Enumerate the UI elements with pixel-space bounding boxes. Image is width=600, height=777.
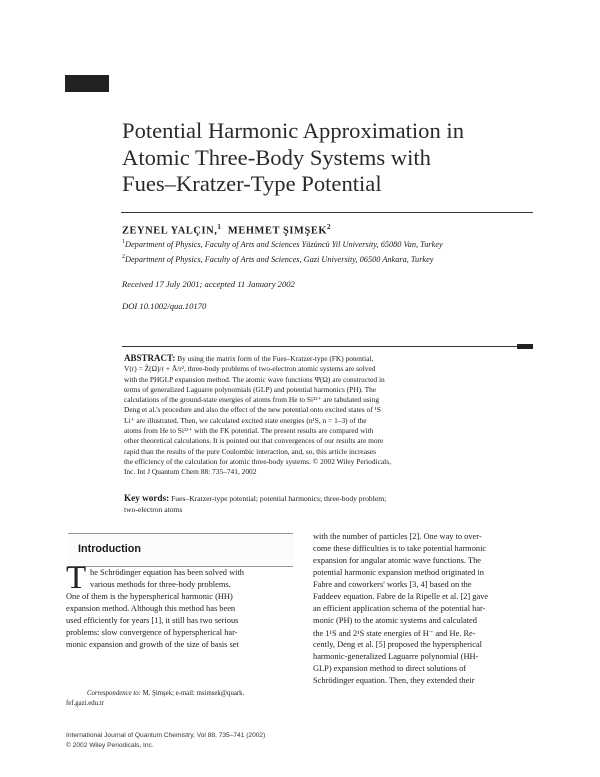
title-divider	[121, 212, 533, 213]
copyright-notice: © 2002 Wiley Periodicals, Inc.	[66, 742, 154, 749]
body-line: he Schrödinger equation has been solved with	[90, 568, 244, 577]
abstract-line: atoms from He to Si¹²⁺ with the FK potential. The present results are compared with	[124, 426, 374, 436]
section-tab-marker	[65, 75, 109, 92]
abstract-line: rapid than the results of the pure Coulombic interaction, and, so, this article increases	[124, 446, 377, 456]
keywords-block	[124, 493, 386, 515]
body-line: with the number of particles [2]. One way to over-	[313, 532, 482, 541]
affiliation-marker: 2	[122, 254, 125, 260]
drop-cap: T	[66, 560, 87, 596]
body-line: Schrödinger equation. Then, they extended their	[313, 676, 475, 685]
body-line: expansion for angular atomic wave functions. The	[313, 556, 481, 565]
doi-link[interactable]: DOI 10.1002/qua.10170	[122, 301, 207, 311]
body-line: used efficiently for years [1], it still has two serious	[66, 616, 239, 625]
body-line: an efficient application schema of the potential har-	[313, 604, 486, 613]
body-line: potential harmonic expansion method originated in	[313, 568, 484, 577]
affiliation-marker: 1	[122, 239, 125, 245]
body-line: come these difficulties is to take potential harmonic	[313, 544, 487, 553]
body-line: various methods for three-body problems.	[90, 580, 231, 589]
abstract-line: other theoretical calculations. It is pointed out that convergences of our results are more	[124, 436, 384, 446]
author-affil-marker: 2	[327, 223, 332, 231]
abstract-line: Li⁺ are illustrated. Then, we calculated excited state energies (n¹S, n = 1–3) of the	[124, 415, 367, 425]
abstract-block	[124, 353, 534, 478]
footnote-label: Correspondence to:	[87, 690, 141, 697]
body-line: Faddeev equation. Fabre de la Ripelle et al. [2] gave	[313, 592, 489, 601]
body-line: monic (PH) to the atomic systems and calculated	[313, 616, 477, 625]
abstract-line: calculations of the ground-state energies of atoms from He to Si¹²⁺ are tabulated using	[124, 395, 380, 405]
body-line: GLP) expansion method to direct solutions of	[313, 664, 467, 673]
abstract-line: V(r) = Z̃(Ω)/r + Ã/r², three-body problems of two-electron atomic systems are solved	[124, 364, 376, 374]
body-line: expansion method. Although this method has been	[66, 604, 236, 613]
footnote-email-continued: fef.gazi.edu.tr	[66, 700, 104, 707]
section-heading: Introduction	[78, 543, 141, 555]
body-line: cently, Deng et al. [5] proposed the hyperspherical	[313, 640, 482, 649]
correspondence-footnote	[87, 689, 244, 699]
keywords-line: two-electron atoms	[124, 505, 183, 514]
title-line: Atomic Three-Body Systems with	[122, 144, 431, 170]
keywords-label: Key words:	[124, 493, 170, 503]
author-list	[122, 223, 331, 236]
body-line: problems: slow convergence of hyperspherical har-	[66, 628, 238, 637]
keywords-line	[124, 493, 386, 504]
body-line: monic expansion and growth of the size of basis set	[66, 640, 239, 649]
affiliation-text: Department of Physics, Faculty of Arts and Sciences, Gazi University, 06500 Ankara, Turkey	[125, 254, 434, 264]
abstract-line	[124, 353, 534, 364]
affiliation	[122, 254, 433, 264]
title-line: Potential Harmonic Approximation in	[122, 118, 464, 143]
body-line: Fabre and coworkers' works [3, 4] based on the	[313, 580, 472, 589]
abstract-divider-marker	[517, 344, 533, 349]
abstract-line: Deng et al.'s procedure and also the effect of the new potential onto excited states of ¹S	[124, 405, 381, 415]
abstract-line: Inc. Int J Quantum Chem 88: 735–741, 2002	[124, 467, 257, 477]
keywords-text: Fues–Kratzer-type potential; potential harmonics; three-body problem;	[171, 494, 387, 503]
body-line: the 1¹S and 2¹S state energies of H⁻ and He. Re-	[313, 629, 476, 638]
affiliation-text: Department of Physics, Faculty of Arts and Sciences Yüzüncü Yil University, 65080 Van, Turkey	[125, 239, 443, 249]
body-line: One of them is the hyperspherical harmonic (HH)	[66, 592, 233, 601]
author-affil-marker: 1	[217, 223, 222, 231]
abstract-line: the efficiency of the calculation for atomic three-body systems. © 2002 Wiley Periodicals,	[124, 456, 391, 466]
body-line: harmonic-generalized Laguarre polynomial (HH-	[313, 652, 479, 661]
abstract-line: with the PHGLP expansion method. The atomic wave functions Ψ(Ω) are constructed in	[124, 374, 385, 384]
author-name: MEHMET ŞIMŞEK	[227, 225, 328, 237]
affiliation	[122, 239, 443, 249]
article-title	[122, 118, 542, 198]
received-dates: Received 17 July 2001; accepted 11 January 2002	[122, 279, 295, 289]
journal-citation: International Journal of Quantum Chemistry, Vol 88, 735–741 (2002)	[66, 732, 266, 739]
abstract-label: ABSTRACT:	[124, 353, 176, 363]
abstract-text: By using the matrix form of the Fues–Kratzer-type (FK) potential,	[177, 354, 374, 363]
footnote-email: M. Şimşek; e-mail: msimsek@quark.	[140, 690, 245, 697]
abstract-line: terms of generalized Laguarre polynomials (GLP) and potential harmonics (PH). The	[124, 384, 377, 394]
abstract-divider	[122, 346, 517, 347]
title-line: Fues–Kratzer-Type Potential	[122, 171, 382, 196]
author-name: ZEYNEL YALÇIN,	[122, 225, 218, 237]
